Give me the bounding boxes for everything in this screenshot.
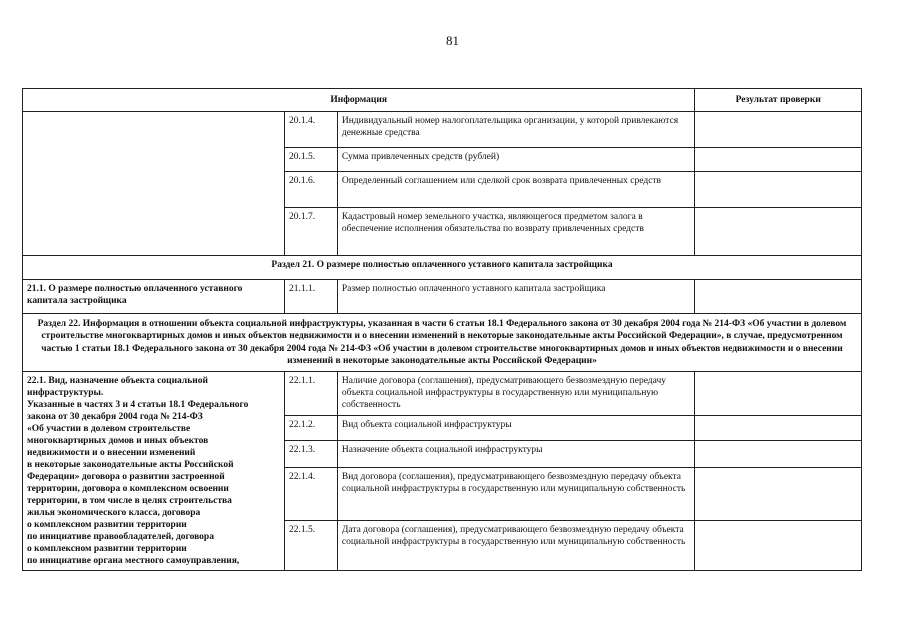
section-22-left xyxy=(23,372,285,571)
left-line: территории, договора о комплексном освоении xyxy=(27,484,229,494)
row-text: Вид объекта социальной инфраструктуры xyxy=(337,416,695,441)
row-code: 22.1.4. xyxy=(285,467,338,521)
row-text: Дата договора (соглашения), предусматривающего безвозмездную передачу объекта социальной инфраструктуры в государственную или муниципальную собственность xyxy=(337,521,695,571)
page-number: 81 xyxy=(446,33,459,48)
row-code: 22.1.2. xyxy=(285,416,338,441)
left-line: по инициативе органа местного самоуправления, xyxy=(27,556,240,566)
row-code: 22.1.3. xyxy=(285,441,338,468)
row-code: 21.1.1. xyxy=(285,280,338,314)
left-line: многоквартирных домов и иных объектов xyxy=(27,436,209,446)
result-cell[interactable] xyxy=(695,208,862,256)
table-row xyxy=(23,112,862,148)
section-title-row xyxy=(23,314,862,372)
left-line: в некоторые законодательные акты Российской xyxy=(27,460,234,470)
row-text: Наличие договора (соглашения), предусматривающего безвозмездную передачу объекта социальной инфраструктуры в государственную или муниципальную собственность xyxy=(337,372,695,416)
result-cell[interactable] xyxy=(695,148,862,172)
header-check-result: Результат проверки xyxy=(695,89,862,112)
row-code: 20.1.4. xyxy=(285,112,338,148)
section-title-row xyxy=(23,256,862,280)
row-code: 20.1.7. xyxy=(285,208,338,256)
left-line: по инициативе правообладателей, договора xyxy=(27,532,214,542)
left-line: территории, в том числе в целях строительства xyxy=(27,496,232,506)
result-cell[interactable] xyxy=(695,521,862,571)
row-text: Кадастровый номер земельного участка, являющегося предметом залога в обеспечение исполнения обязательства по возврату привлеченных средств xyxy=(337,208,695,256)
row-code: 20.1.6. xyxy=(285,172,338,208)
table-row xyxy=(23,280,862,314)
row-code: 20.1.5. xyxy=(285,148,338,172)
left-line: «Об участии в долевом строительстве xyxy=(27,424,191,434)
row-text: Размер полностью оплаченного уставного капитала застройщика xyxy=(337,280,695,314)
result-cell[interactable] xyxy=(695,112,862,148)
row-text: Назначение объекта социальной инфраструктуры xyxy=(337,441,695,468)
left-line: о комплексном развитии территории xyxy=(27,544,187,554)
result-cell[interactable] xyxy=(695,172,862,208)
result-cell[interactable] xyxy=(695,280,862,314)
left-line: Указанные в частях 3 и 4 статьи 18.1 Федерального xyxy=(27,400,249,410)
result-cell[interactable] xyxy=(695,416,862,441)
left-line: жилья экономического класса, договора xyxy=(27,508,201,518)
left-line: 22.1. Вид, назначение объекта социальной xyxy=(27,376,208,386)
table-header-row xyxy=(23,89,862,112)
left-line: закона от 30 декабря 2004 года № 214-ФЗ xyxy=(27,412,203,422)
section-22-title: Раздел 22. Информация в отношении объекта социальной инфраструктуры, указанная в части 6 статьи 18.1 Федерального закона от 30 декабря 2004 года № 214-ФЗ «Об участии в долевом строительстве многоквартирных домов и иных объектов недвижимости и о внесении изменений в некоторые законодательные акты Российской Федерации», в случае, предусмотренном частью 1 статьи 18.1 Федерального закона от 30 декабря 2004 года № 214-ФЗ «Об участии в долевом строительстве многоквартирных домов и иных объектов недвижимости и о внесении изменений в некоторые законодательные акты Российской Федерации» xyxy=(23,314,862,372)
row-text: Индивидуальный номер налогоплательщика организации, у которой привлекаются денежные средства xyxy=(337,112,695,148)
result-cell[interactable] xyxy=(695,467,862,521)
result-cell[interactable] xyxy=(695,372,862,416)
row-text: Вид договора (соглашения), предусматривающего безвозмездную передачу объекта социальной инфраструктуры в государственную или муниципальную собственность xyxy=(337,467,695,521)
row-code: 22.1.5. xyxy=(285,521,338,571)
left-line: о комплексном развитии территории xyxy=(27,520,187,530)
section-21-title: Раздел 21. О размере полностью оплаченного уставного капитала застройщика xyxy=(23,256,862,280)
section-21-left: 21.1. О размере полностью оплаченного уставного капитала застройщика xyxy=(23,280,285,314)
row-code: 22.1.1. xyxy=(285,372,338,416)
information-table xyxy=(22,88,862,571)
header-information: Информация xyxy=(23,89,695,112)
left-line: Федерации» договора о развитии застроенной xyxy=(27,472,225,482)
section-20-left-empty xyxy=(23,112,285,256)
row-text: Определенный соглашением или сделкой срок возврата привлеченных средств xyxy=(337,172,695,208)
row-text: Сумма привлеченных средств (рублей) xyxy=(337,148,695,172)
left-line: недвижимости и о внесении изменений xyxy=(27,448,196,458)
table-row xyxy=(23,372,862,416)
left-line: инфраструктуры. xyxy=(27,388,104,398)
result-cell[interactable] xyxy=(695,441,862,468)
